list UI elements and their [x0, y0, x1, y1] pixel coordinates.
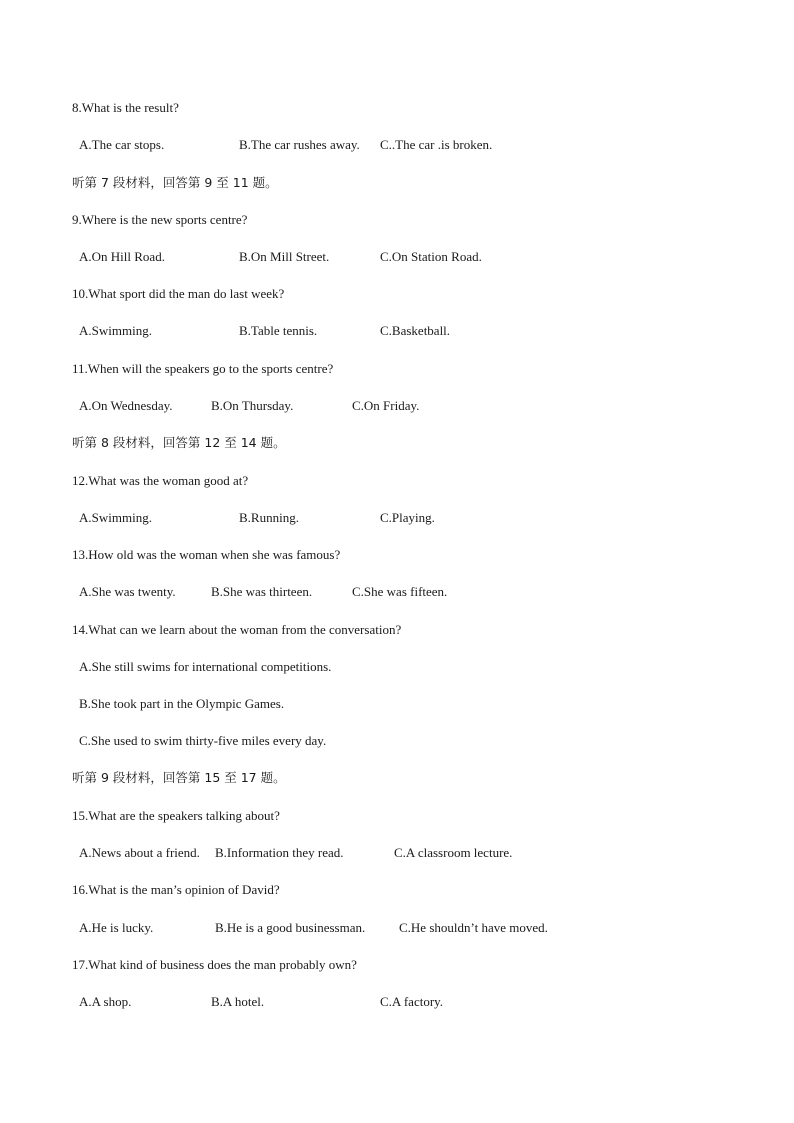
option-10b: B.Table tennis.: [239, 323, 318, 338]
option-8b: B.The car rushes away.: [239, 137, 360, 152]
question-8: 8.What is the result?: [72, 100, 179, 115]
question-14: 14.What can we learn about the woman from the conversation?: [72, 622, 402, 637]
option-10a: A.Swimming.: [79, 323, 152, 338]
question-16: 16.What is the man’s opinion of David?: [72, 882, 280, 897]
section-heading-8: 听第 8 段材料，回答第 12 至 14 题。: [72, 435, 286, 450]
question-17: 17.What kind of business does the man probably own?: [72, 957, 357, 972]
option-8c: C..The car .is broken.: [380, 137, 493, 152]
option-11b: B.On Thursday.: [211, 398, 294, 413]
option-13c: C.She was fifteen.: [352, 584, 448, 599]
option-13a: A.She was twenty.: [79, 584, 176, 599]
option-14b: B.She took part in the Olympic Games.: [79, 696, 285, 711]
question-12: 12.What was the woman good at?: [72, 473, 249, 488]
question-11: 11.When will the speakers go to the sports centre?: [72, 361, 334, 376]
option-9a: A.On Hill Road.: [79, 249, 165, 264]
option-16a: A.He is lucky.: [79, 920, 154, 935]
option-12b: B.Running.: [239, 510, 299, 525]
option-9c: C.On Station Road.: [380, 249, 482, 264]
option-12c: C.Playing.: [380, 510, 435, 525]
option-14a: A.She still swims for international competitions.: [79, 659, 332, 674]
option-12a: A.Swimming.: [79, 510, 152, 525]
question-9: 9.Where is the new sports centre?: [72, 212, 248, 227]
section-heading-7: 听第 7 段材料，回答第 9 至 11 题。: [72, 175, 278, 190]
option-11c: C.On Friday.: [352, 398, 420, 413]
option-15c: C.A classroom lecture.: [394, 845, 513, 860]
option-9b: B.On Mill Street.: [239, 249, 330, 264]
option-15a: A.News about a friend.: [79, 845, 200, 860]
question-10: 10.What sport did the man do last week?: [72, 286, 285, 301]
option-10c: C.Basketball.: [380, 323, 451, 338]
option-17a: A.A shop.: [79, 994, 132, 1009]
section-heading-9: 听第 9 段材料，回答第 15 至 17 题。: [72, 770, 286, 785]
option-14c: C.She used to swim thirty-five miles every day.: [79, 733, 327, 748]
option-16b: B.He is a good businessman.: [215, 920, 366, 935]
option-17b: B.A hotel.: [211, 994, 265, 1009]
option-13b: B.She was thirteen.: [211, 584, 313, 599]
option-17c: C.A factory.: [380, 994, 444, 1009]
option-8a: A.The car stops.: [79, 137, 165, 152]
question-13: 13.How old was the woman when she was famous?: [72, 547, 341, 562]
question-15: 15.What are the speakers talking about?: [72, 808, 280, 823]
option-15b: B.Information they read.: [215, 845, 344, 860]
option-11a: A.On Wednesday.: [79, 398, 173, 413]
option-16c: C.He shouldn’t have moved.: [399, 920, 548, 935]
